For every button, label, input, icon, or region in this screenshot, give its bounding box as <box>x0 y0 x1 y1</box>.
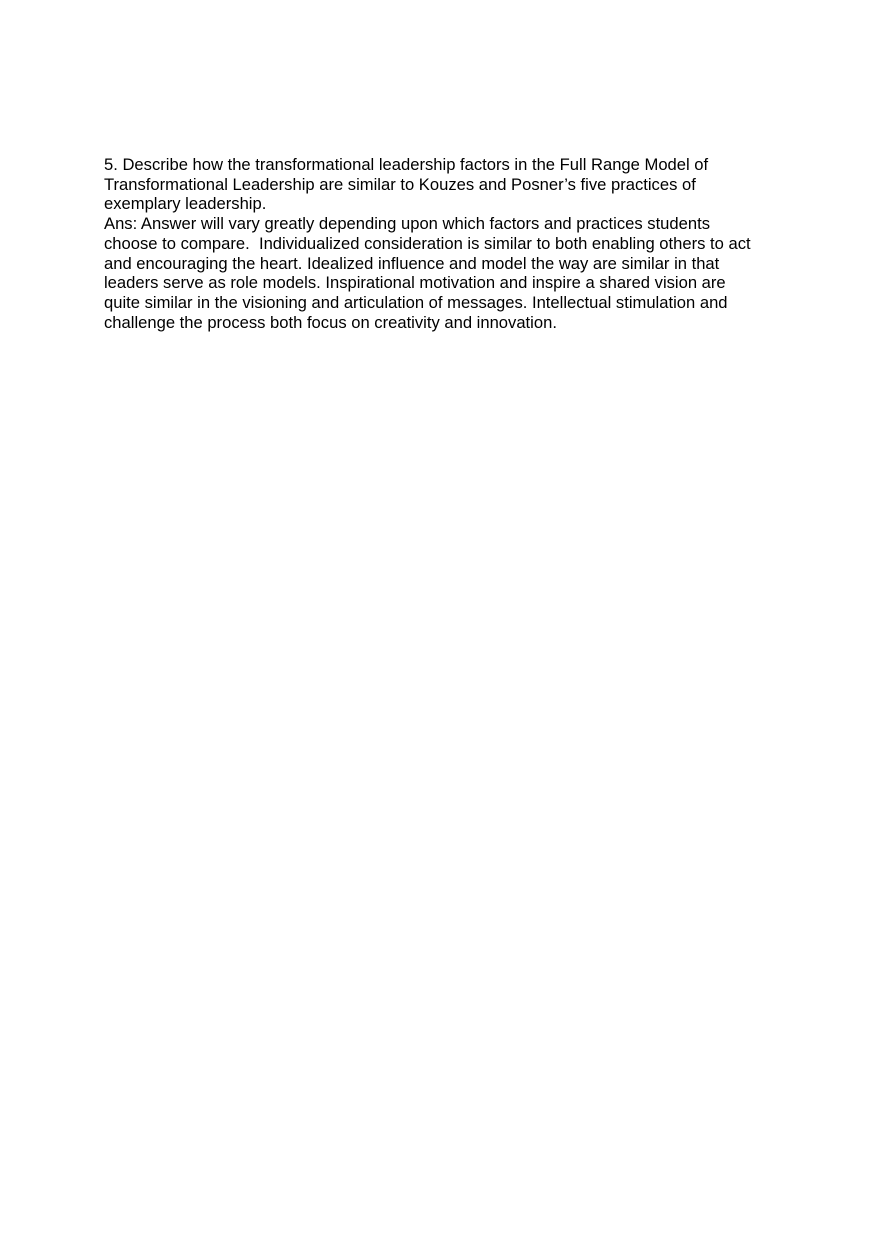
answer-line: leaders serve as role models. Inspirational motivation and inspire a shared vision are <box>104 273 726 293</box>
question-text <box>104 155 794 214</box>
answer-line: quite similar in the visioning and articulation of messages. Intellectual stimulation and <box>104 292 728 312</box>
answer-text <box>104 214 794 332</box>
question-line: 5. Describe how the transformational leadership factors in the Full Range Model of <box>104 155 709 174</box>
question-line: Transformational Leadership are similar to Kouzes and Posner’s five practices of <box>104 174 696 194</box>
question-answer-block <box>104 155 794 332</box>
answer-line: choose to compare. Individualized consideration is similar to both enabling others to act <box>104 233 751 253</box>
answer-line: Ans: Answer will vary greatly depending upon which factors and practices students <box>104 214 710 234</box>
question-line: exemplary leadership. <box>104 194 267 214</box>
answer-line: and encouraging the heart. Idealized influence and model the way are similar in that <box>104 253 720 273</box>
answer-line: challenge the process both focus on creativity and innovation. <box>104 312 557 332</box>
